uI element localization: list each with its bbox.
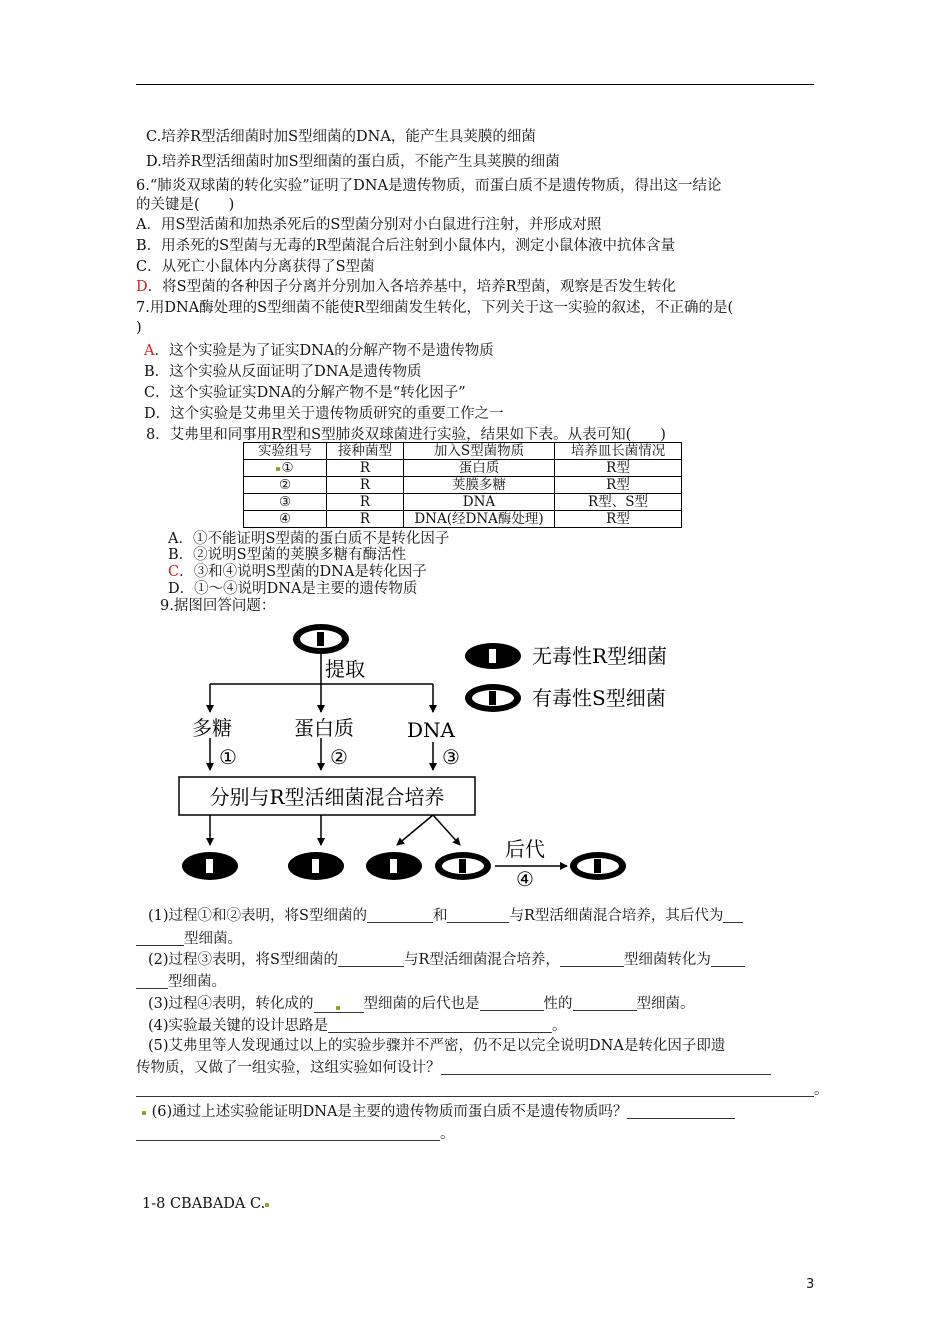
step-1-label: ① bbox=[219, 745, 237, 769]
q7-option-c: C．这个实验证实DNA的分解产物不是“转化因子” bbox=[144, 385, 466, 401]
q5-option-c: C.培养R型活细菌时加S型细菌的DNA，能产生具荚膜的细菌 bbox=[146, 129, 536, 145]
table-cell: DNA(经DNA酶处理) bbox=[404, 511, 555, 528]
q7-stem-line1: 7.用DNA酶处理的S型细菌不能使R型细菌发生转化，下列关于这一实验的叙述，不正确的是( bbox=[136, 300, 734, 316]
table-cell: R型 bbox=[555, 460, 682, 477]
table-cell: 蛋白质 bbox=[404, 460, 555, 477]
result-r-bacterium-icon bbox=[366, 852, 422, 880]
answer-key: 1-8 CBABADA C. bbox=[142, 1195, 270, 1213]
q6-option-d: D．将S型菌的各种因子分离并分别加入各培养基中，培养R型菌，观察是否发生转化 bbox=[136, 279, 676, 295]
answer-blank[interactable] bbox=[136, 931, 184, 946]
q9-stem: 9.据图回答问题： bbox=[160, 598, 276, 614]
step-2-label: ② bbox=[330, 745, 348, 769]
answer-blank[interactable] bbox=[723, 908, 743, 923]
table-header: 接种菌型 bbox=[327, 443, 404, 460]
q6-stem-line1: 6.“肺炎双球菌的转化实验”证明了DNA是遗传物质，而蛋白质不是遗传物质，得出这一结论 bbox=[136, 178, 722, 194]
legend-s-bacterium-icon bbox=[465, 684, 521, 712]
q7-stem-line2: ) bbox=[136, 320, 142, 336]
polysaccharide-label: 多糖 bbox=[192, 716, 232, 740]
answer-blank[interactable] bbox=[480, 996, 544, 1011]
q6-option-b: B．用杀死的S型菌与无毒的R型菌混合后注射到小鼠体内，测定小鼠体液中抗体含量 bbox=[136, 238, 676, 254]
q8-option-d: D．①～④说明DNA是主要的遗传物质 bbox=[168, 581, 418, 597]
transformation-diagram bbox=[175, 620, 715, 890]
answer-mark-d: D bbox=[136, 279, 148, 295]
sub-question-6-line2: 。 bbox=[136, 1125, 455, 1143]
table-cell: R bbox=[327, 477, 404, 494]
table-row bbox=[244, 494, 682, 511]
q5-option-d: D.培养R型活细菌时加S型细菌的蛋白质，不能产生具荚膜的细菌 bbox=[146, 154, 560, 170]
q6-option-c: C．从死亡小鼠体内分离获得了S型菌 bbox=[136, 259, 375, 275]
answer-mark-a: A bbox=[144, 343, 155, 359]
mix-culture-label: 分别与R型活细菌混合培养 bbox=[209, 785, 445, 809]
step-4-label: ④ bbox=[516, 867, 534, 890]
table-header-row bbox=[244, 443, 682, 460]
protein-label: 蛋白质 bbox=[294, 716, 354, 740]
marker-dot bbox=[336, 1006, 340, 1010]
table-cell: R型 bbox=[555, 477, 682, 494]
sub-question-5-line1: (5)艾弗里等人发现通过以上的实验步骤并不严密，仍不足以完全说明DNA是转化因子即遗 bbox=[148, 1038, 726, 1054]
sub-question-2-line1: (2)过程③表明，将S型细菌的 与R型活细菌混合培养， 型细菌转化为 bbox=[148, 951, 745, 969]
q8-option-a: A．①不能证明S型菌的蛋白质不是转化因子 bbox=[168, 531, 450, 547]
source-s-bacterium-icon bbox=[293, 624, 349, 654]
sub-question-5-line2: 传物质，又做了一组实验，这组实验如何设计？ bbox=[136, 1059, 771, 1077]
answer-blank[interactable] bbox=[441, 1060, 771, 1075]
dna-label: DNA bbox=[407, 718, 455, 742]
q7-option-b: B．这个实验从反面证明了DNA是遗传物质 bbox=[144, 364, 422, 380]
q6-option-a: A．用S型活菌和加热杀死后的S型菌分别对小白鼠进行注射，并形成对照 bbox=[136, 217, 602, 233]
table-cell: ③ bbox=[244, 494, 327, 511]
table-header: 加入S型菌物质 bbox=[404, 443, 555, 460]
legend-r-bacterium-icon bbox=[465, 643, 521, 669]
sub-question-2-line2: 型细菌。 bbox=[136, 973, 226, 991]
experiment-table bbox=[243, 442, 682, 528]
table-row bbox=[244, 460, 682, 477]
table-row bbox=[244, 477, 682, 494]
answer-blank[interactable] bbox=[447, 908, 509, 923]
q7-option-d: D．这个实验是艾弗里关于遗传物质研究的重要工作之一 bbox=[144, 406, 504, 422]
answer-mark-c: C bbox=[168, 564, 180, 580]
q8-stem: 8．艾弗里和同事用R型和S型肺炎双球菌进行实验，结果如下表。从表可知( ) bbox=[146, 427, 666, 443]
legend-r-label: 无毒性R型细菌 bbox=[532, 644, 668, 668]
q8-option-b: B．②说明S型菌的荚膜多糖有酶活性 bbox=[168, 547, 407, 563]
page-number: 3 bbox=[806, 1277, 815, 1292]
result-r-bacterium-icon bbox=[288, 852, 344, 880]
answer-blank[interactable] bbox=[367, 908, 433, 923]
marker-dot bbox=[142, 1111, 146, 1115]
answer-blank[interactable] bbox=[711, 952, 745, 967]
step-3-label: ③ bbox=[442, 745, 460, 769]
table-cell: DNA bbox=[404, 494, 555, 511]
answer-blank[interactable] bbox=[136, 974, 168, 989]
table-cell: ④ bbox=[244, 511, 327, 528]
answer-blank[interactable] bbox=[136, 1082, 814, 1097]
extract-label: 提取 bbox=[325, 657, 365, 681]
table-row bbox=[244, 511, 682, 528]
table-cell: R bbox=[327, 511, 404, 528]
q8-option-c: C．③和④说明S型菌的DNA是转化因子 bbox=[168, 564, 427, 580]
table-header: 培养皿长菌情况 bbox=[555, 443, 682, 460]
answer-blank[interactable] bbox=[314, 998, 364, 1013]
offspring-label: 后代 bbox=[505, 837, 545, 861]
answer-blank[interactable] bbox=[328, 1018, 552, 1033]
result-s-bacterium-icon bbox=[435, 852, 491, 880]
sub-question-4: (4)实验最关键的设计思路是 。 bbox=[148, 1018, 567, 1034]
table-cell: R bbox=[327, 494, 404, 511]
result-r-bacterium-icon bbox=[182, 852, 238, 880]
table-cell: ① bbox=[244, 460, 327, 477]
sub-question-6-line1: (6)通过上述实验能证明DNA是主要的遗传物质而蛋白质不是遗传物质吗？ bbox=[142, 1103, 735, 1121]
marker-dot bbox=[276, 467, 280, 471]
sub-question-1-line2: 型细菌。 bbox=[136, 930, 242, 948]
answer-blank[interactable] bbox=[560, 952, 624, 967]
offspring-s-bacterium-icon bbox=[570, 852, 626, 880]
sub-question-5-line3: 。 bbox=[136, 1081, 829, 1099]
sub-question-1-line1: (1)过程①和②表明，将S型细菌的 和 与R型活细菌混合培养，其后代为 bbox=[148, 907, 743, 925]
legend-s-label: 有毒性S型细菌 bbox=[532, 686, 666, 710]
answer-blank[interactable] bbox=[136, 1126, 440, 1141]
answer-blank[interactable] bbox=[338, 952, 404, 967]
marker-dot bbox=[265, 1203, 269, 1207]
table-cell: R型 bbox=[555, 511, 682, 528]
q7-option-a: A．这个实验是为了证实DNA的分解产物不是遗传物质 bbox=[144, 343, 494, 359]
q6-stem-line2: 的关键是( ) bbox=[136, 197, 235, 213]
sub-question-3: (3)过程④表明，转化成的 型细菌的后代也是 性的 型细菌。 bbox=[148, 996, 695, 1012]
answer-blank[interactable] bbox=[627, 1104, 735, 1119]
table-cell: R bbox=[327, 460, 404, 477]
table-cell: 荚膜多糖 bbox=[404, 477, 555, 494]
answer-blank[interactable] bbox=[573, 996, 637, 1011]
table-cell: R型、S型 bbox=[555, 494, 682, 511]
header-rule bbox=[136, 84, 814, 85]
table-cell: ② bbox=[244, 477, 327, 494]
table-header: 实验组号 bbox=[244, 443, 327, 460]
